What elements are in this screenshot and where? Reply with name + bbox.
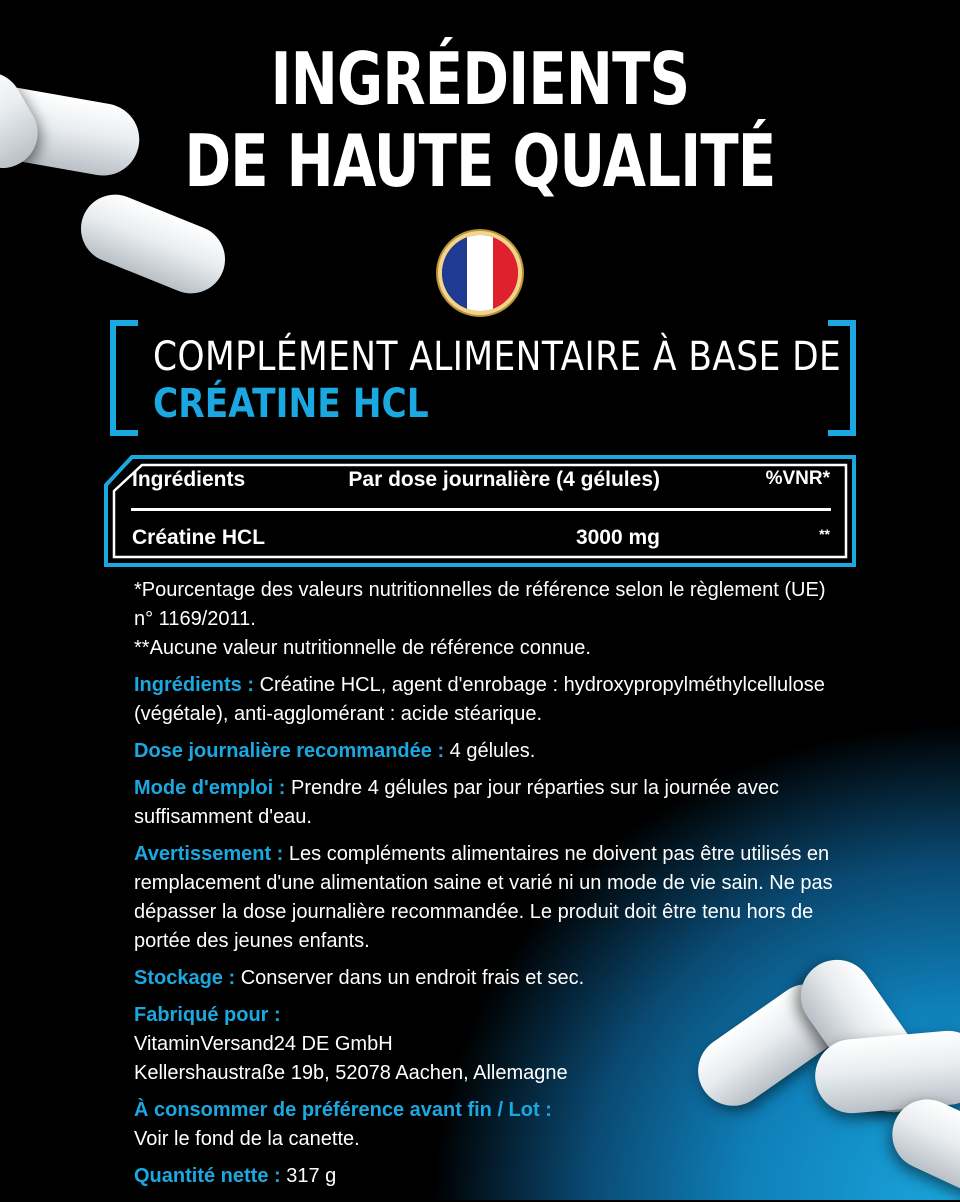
table-divider (131, 508, 831, 511)
storage-text: Conserver dans un endroit frais et sec. (235, 967, 585, 989)
table-cell: 3000 mg (575, 526, 660, 549)
table-header-row (104, 468, 856, 498)
made-for-label: Fabriqué pour : (134, 1004, 281, 1026)
left-bracket (110, 320, 138, 436)
subtitle-line-2: CRÉATINE HCL (153, 381, 429, 427)
table-header-cell: Par dose journalière (4 gélules) (348, 468, 660, 491)
france-flag-icon (442, 235, 518, 311)
subtitle-line-1: COMPLÉMENT ALIMENTAIRE À BASE DE (153, 334, 842, 380)
title-line-1: INGRÉDIENTS (270, 37, 690, 121)
net-quantity-label: Quantité nette : (134, 1165, 281, 1187)
usage-text: Prendre 4 gélules par jour réparties sur la journée avec suffisamment d'eau. (134, 777, 780, 828)
ingredients-paragraph (134, 671, 834, 729)
footnote-vnr: *Pourcentage des valeurs nutritionnelles de référence selon le règlement (UE) n° 1169/2011. (134, 579, 826, 630)
ingredients-text: Créatine HCL, agent d'enrobage : hydroxypropylméthylcellulose (végétale), anti-agglomérant : acide stéarique. (134, 674, 825, 725)
company-name: VitaminVersand24 DE GmbH (134, 1033, 393, 1055)
dose-label: Dose journalière recommandée : (134, 740, 445, 762)
net-quantity-text: 317 g (280, 1165, 337, 1187)
net-quantity-paragraph (134, 1162, 834, 1191)
table-header-cell: %VNR* (765, 468, 830, 489)
table-header-cell: Ingrédients (132, 468, 246, 491)
footnote-unknown: **Aucune valeur nutritionnelle de référence connue. (134, 637, 591, 659)
warning-label: Avertissement : (134, 843, 284, 865)
table-row (104, 526, 856, 556)
dose-text: 4 gélules. (444, 740, 536, 762)
table-cell: Créatine HCL (132, 526, 266, 549)
best-before-paragraph (134, 1096, 834, 1154)
made-for-paragraph (134, 1001, 834, 1088)
storage-label: Stockage : (134, 967, 236, 989)
company-address: Kellershaustraße 19b, 52078 Aachen, Allemagne (134, 1062, 568, 1084)
title-line-2: DE HAUTE QUALITÉ (184, 119, 776, 203)
usage-label: Mode d'emploi : (134, 777, 286, 799)
usage-paragraph (134, 774, 834, 832)
ingredients-label: Ingrédients : (134, 674, 255, 696)
storage-paragraph (134, 964, 834, 993)
warning-paragraph (134, 840, 834, 956)
page-title (106, 38, 855, 202)
best-before-label: À consommer de préférence avant fin / Lot : (134, 1099, 552, 1121)
best-before-text: Voir le fond de la canette. (134, 1128, 360, 1150)
table-cell: ** (819, 526, 830, 542)
dose-paragraph (134, 737, 834, 766)
product-details (134, 576, 834, 1199)
warning-text: Les compléments alimentaires ne doivent pas être utilisés en remplacement d'une alimentation saine et varié ni un mode de vie sain. Ne pas dépasser la dose journalière recommandée. Le produit doit être tenu hors de portée des jeunes enfants. (134, 843, 833, 952)
